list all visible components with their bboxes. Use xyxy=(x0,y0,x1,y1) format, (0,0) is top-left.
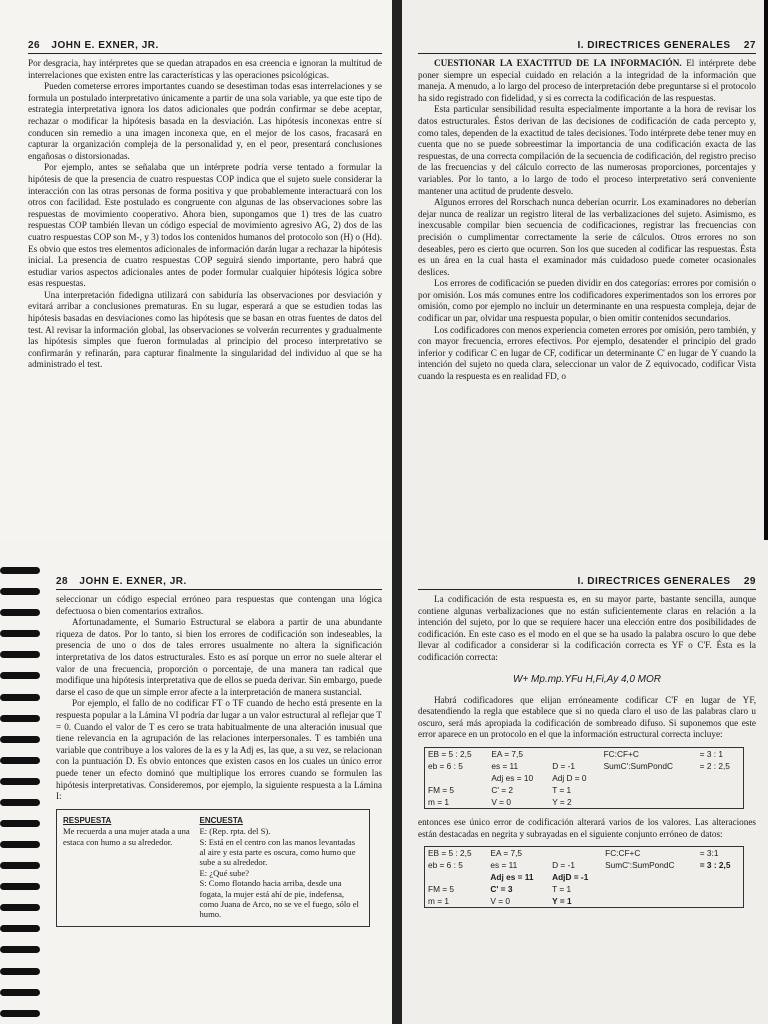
spiral-ring xyxy=(0,715,40,722)
spiral-binding xyxy=(0,560,40,1024)
spiral-ring xyxy=(0,968,40,975)
spiral-ring xyxy=(0,989,40,996)
table-cell: Y = 1 xyxy=(552,896,572,907)
page-edge xyxy=(764,0,768,540)
page-number: 28 xyxy=(56,576,69,587)
table-row xyxy=(425,760,744,772)
table-cell: D = -1 xyxy=(552,860,575,871)
spiral-ring xyxy=(0,736,40,743)
table-cell: Adj D = 0 xyxy=(552,772,587,783)
running-head-title: I. DIRECTRICES GENERALES xyxy=(577,40,731,51)
table-cell: es = 11 xyxy=(491,760,519,771)
inquiry-line: E: (Rep. rpta. del S). xyxy=(199,826,271,837)
spiral-ring xyxy=(0,567,40,574)
table-cell: FC:CF+C xyxy=(603,748,639,759)
table-row xyxy=(425,747,744,760)
inquiry-label: ENCUESTA xyxy=(199,815,243,825)
table-cell: AdjD = -1 xyxy=(552,872,589,883)
spiral-ring xyxy=(0,1010,40,1017)
table-cell: C' = 3 xyxy=(490,884,513,895)
table-cell: m = 1 xyxy=(428,796,449,807)
spiral-ring xyxy=(0,925,40,932)
table-cell xyxy=(697,772,744,784)
table-cell xyxy=(601,796,697,809)
response-inquiry-box xyxy=(56,809,370,927)
table-cell: FM = 5 xyxy=(428,884,455,895)
spiral-ring xyxy=(0,883,40,890)
table-cell xyxy=(697,883,744,895)
table-cell: es = 11 xyxy=(490,860,518,871)
table-cell: SumC':SumPondC xyxy=(603,760,673,771)
erroneous-data-table xyxy=(424,846,744,908)
table-row xyxy=(425,883,744,895)
section-title: CUESTIONAR LA EXACTITUD DE LA INFORMACIÓN. xyxy=(434,58,682,68)
table-row xyxy=(425,796,744,809)
table-cell: T = 1 xyxy=(552,884,572,895)
table-cell: D = -1 xyxy=(552,760,576,771)
book-gutter xyxy=(392,0,402,540)
page-number: 27 xyxy=(743,40,756,51)
spiral-ring xyxy=(0,609,40,616)
paragraph: Esta particular sensibilidad resulta especialmente importante a la hora de revisar los datos estructurales. Éstos derivan de las decisiones de codificación de cada percepto y, como tales, dependen de la exactitud de tales decisiones. Todo intérprete debe tener muy en cuenta que no se puede sobreestimar la importancia de una codificación exacta de las respuestas, de una correcta compilación de la secuencia de codificación, del registro preciso de las frecuencias y del cálculo correcto de las numerosas proporciones, porcentajes y variables. Por lo tanto, a lo largo de todo el proceso interpretativo será conveniente mantener una actitud de prudente desvelo. xyxy=(418,104,756,196)
table-cell xyxy=(601,784,697,796)
table-cell: m = 1 xyxy=(428,896,449,907)
page-26 xyxy=(0,0,392,540)
table-row xyxy=(425,871,744,883)
table-cell: EB = 5 : 2,5 xyxy=(428,848,472,859)
table-cell xyxy=(549,847,602,860)
structural-data-table xyxy=(424,747,744,809)
inquiry-line: E: ¿Qué sube? xyxy=(199,867,250,878)
inquiry-line: S: Está en el centro con las manos levantadas al aire y esta parte es oscura, como humo que sube a su alrededor. xyxy=(199,836,356,868)
table-cell xyxy=(425,772,489,784)
table-cell: eb = 6 : 5 xyxy=(428,860,463,871)
table-cell: = 2 : 2,5 xyxy=(699,760,730,771)
running-header xyxy=(418,40,756,54)
table-cell: = 3:1 xyxy=(699,848,719,859)
running-header xyxy=(56,576,382,590)
table-cell: = 3 : 1 xyxy=(699,748,723,759)
table-cell: EA = 7,5 xyxy=(491,748,523,759)
spiral-ring xyxy=(0,820,40,827)
paragraph: Por desgracia, hay intérpretes que se quedan atrapados en esa creencia e ignoran la multitud de interrelaciones que existen entre las características y las operaciones psicológicas. xyxy=(28,58,382,80)
paragraph: La codificación de esta respuesta es, en su mayor parte, bastante sencilla, aunque contiene algunas verbalizaciones que no están suficientemente claras en relación a la intención del sujeto, por lo que se requiere hacer una elección entre dos posibilidades de codificación. En este caso es el modo en el que se ha usado la palabra oscuro lo que debe llevar al codificador a considerar si la codificación correcta es YF o C'F. Ésta es la codificación correcta: xyxy=(418,594,756,662)
paragraph: Los codificadores con menos experiencia cometen errores por omisión, pero también, y con mayor frecuencia, errores efectivos. Por ejemplo, desatender el principio del grado inferior y codificar C en lugar de CF, codificar un determinante C' en lugar de Y cuando la intención del sujeto no queda clara, seleccionar un valor de Z equivocado, codificar Vista cuando la respuesta es en realidad FD, o xyxy=(418,324,756,382)
spiral-ring xyxy=(0,862,40,869)
table-cell xyxy=(425,871,488,883)
spiral-ring xyxy=(0,651,40,658)
page-29 xyxy=(402,540,768,1024)
spiral-ring xyxy=(0,672,40,679)
spiral-ring xyxy=(0,694,40,701)
table-row xyxy=(425,895,744,908)
table-row xyxy=(425,859,744,871)
paragraph: El intérprete debe poner siempre un especial cuidado en relación a la integridad de la información que maneja. A menudo, a lo largo del proceso de interpretación debe preguntarse si el protocolo ha sido registrado con fidelidad, y si es correcta la codificación de las respuestas. xyxy=(418,58,756,103)
table-cell: EA = 7,5 xyxy=(490,848,523,859)
paragraph: Afortunadamente, el Sumario Estructural se elabora a partir de una abundante riqueza de datos. Por lo tanto, si bien los errores de codificación son indeseables, la presencia de uno o dos de tales errores usualmente no altera la significación interpretativa de los datos estructurales. Esto es así porque un error no suele alterar el valor de una frecuencia, proporción o porcentaje, de una manera tan radical que modifique una hipótesis interpretativa que de ellos se pueda derivar. Sin embargo, puede darse el caso de que un simple error afecte a la interpretación de manera sustancial. xyxy=(56,617,382,697)
author-name: JOHN E. EXNER, JR. xyxy=(51,40,159,51)
table-cell: EB = 5 : 2,5 xyxy=(428,748,472,759)
table-cell xyxy=(697,784,744,796)
page-number: 29 xyxy=(743,576,756,587)
table-cell: T = 1 xyxy=(552,784,572,795)
paragraph: Una interpretación fidedigna utilizará con sabiduría las observaciones por desviación y evitará arribar a conclusiones prematuras. En su lugar, esperará a que se estudien todas las hipótesis basadas en desviaciones como las hipótesis que se basan en otras fuentes de datos del test. Al revisar la información global, las observaciones se volverán recurrentes y gradualmente las hipótesis simples que fueron formuladas al principio del proceso interpretativo se confirmarán y refinarán, para capturar finalmente la singularidad del individuo al que se ha administrado el test. xyxy=(28,289,382,370)
page-28 xyxy=(0,540,392,1024)
author-name: JOHN E. EXNER, JR. xyxy=(79,576,187,587)
table-cell: Adj es = 10 xyxy=(491,772,534,783)
spiral-ring xyxy=(0,946,40,953)
coding-formula: W+ Mp.mp.YFu H,Fi,Ay 4,0 MOR xyxy=(513,673,661,685)
running-header xyxy=(28,40,382,54)
book-gutter xyxy=(392,540,402,1024)
spiral-ring xyxy=(0,757,40,764)
table-cell: C' = 2 xyxy=(491,784,513,795)
spiral-ring xyxy=(0,630,40,637)
table-cell xyxy=(697,796,744,809)
table-cell xyxy=(602,895,697,908)
paragraph: Pueden cometerse errores importantes cuando se desestiman todas esas interrelaciones y se formula un postulado interpretativo únicamente a partir de una sola variable, ya que este tipo de estrategia interpretativa ignora los datos adicionales que podrán confirmar se debe aceptar, rechazar o modificar la hipótesis basada en la desviación. Las hipótesis inconexas entre sí conducen sin remedio a una imagen inconexa que, en el mejor de los casos, fracasará en capturar la organización compleja de la personalidad y, en el peor, presentará conclusiones engañosas o distorsionadas. xyxy=(28,81,382,161)
paragraph: Habrá codificadores que elijan erróneamente codificar C'F en lugar de YF, desatendiendo la regla que establece que si no queda claro el uso de las palabras claro u oscuro, será más apropiada la codificación de sombreado difuso. Si suponemos que este error aparece en un protocolo en el que la información estructural correcta incluye: xyxy=(418,694,756,740)
table-cell: FC:CF+C xyxy=(605,848,641,859)
paragraph: Los errores de codificación se pueden dividir en dos categorías: errores por comisión o por omisión. Los más comunes entre los codificadores experimentados son los errores por omisión, como por ejemplo no incluir un determinante en una respuesta compleja, dejar de codificar un par, olvidar una respuesta popular, o bien omitir contenidos secundarios. xyxy=(418,278,756,324)
spiral-ring xyxy=(0,841,40,848)
paragraph: entonces ese único error de codificación alterará varios de los valores. Las alteraciones están destacadas en negrita y subrayadas en el siguiente conjunto erróneo de datos: xyxy=(418,816,756,839)
spiral-ring xyxy=(0,799,40,806)
spiral-ring xyxy=(0,588,40,595)
table-cell: = 3 : 2,5 xyxy=(699,860,731,871)
inquiry-line: S: Como flotando hacia arriba, desde una fogata, la mujer está ahí de pie, indefensa, como Juana de Arco, no se ve el fuego, sólo el humo. xyxy=(199,878,359,920)
table-row xyxy=(425,784,744,796)
table-cell xyxy=(697,895,744,908)
spiral-ring xyxy=(0,904,40,911)
paragraph: Algunos errores del Rorschach nunca deberían ocurrir. Los examinadores no deberían dejar nunca de realizar un registro literal de las verbalizaciones del sujeto. Asimismo, es inexcusable compilar bien secuencia de codificaciones, registrar las frecuencias con precisión o cumplimentar correctamente la serie de cálculos. Otros errores no son deseables, pero es cierto que ocurren. Son los que suceden al codificar las respuestas. Ésta es un área en la cual hasta el examinador más cuidadoso puede cometer ocasionales deslices. xyxy=(418,197,756,277)
table-cell xyxy=(697,871,744,883)
table-cell xyxy=(601,772,697,784)
table-row xyxy=(425,772,744,784)
paragraph: Por ejemplo, antes se señalaba que un intérprete podría verse tentado a formular la hipótesis de que la presencia de cuatro respuestas COP indica que el sujeto suele considerar la interacción con las otras personas de forma positiva y que probablemente interactuará con los otros con facilidad. Este postulado es congruente con algunas de las observaciones sobre las respuestas de movimiento cooperativo. Ahora bien, supongamos que 1) tres de las cuatro respuestas COP también llevan un código especial de movimiento agresivo AG, 2) dos de las cuatro respuestas COP son M-, y 3) todos los contenidos humanos del protocolo son (H) o (Hd). Es obvio que estos tres elementos adicionales de información darán lugar a rechazar la hipótesis inicial. La presencia de cuatro respuestas COP seguirá siendo importante, pero habrá que estudiar varios aspectos adicionales antes de poder formular cualquier hipótesis lógica sobre esas respuestas. xyxy=(28,162,382,289)
response-text: Me recuerda a una mujer atada a una estaca con humo a su alrededor. xyxy=(63,826,190,847)
running-head-title: I. DIRECTRICES GENERALES xyxy=(577,576,731,587)
table-cell: Adj es = 11 xyxy=(490,872,534,883)
table-cell: V = 0 xyxy=(491,796,511,807)
table-cell: V = 0 xyxy=(490,896,511,907)
response-label: RESPUESTA xyxy=(63,815,112,825)
table-cell: Y = 2 xyxy=(552,796,572,807)
table-cell: eb = 6 : 5 xyxy=(428,760,463,771)
table-cell: SumC':SumPondC xyxy=(605,860,675,871)
table-row xyxy=(425,847,744,860)
running-header xyxy=(418,576,756,590)
table-cell: FM = 5 xyxy=(428,784,455,795)
page-27 xyxy=(402,0,768,540)
table-cell xyxy=(602,871,697,883)
table-cell xyxy=(549,747,600,760)
spiral-ring xyxy=(0,778,40,785)
table-cell xyxy=(602,883,697,895)
page-number: 26 xyxy=(28,40,41,51)
paragraph: Por ejemplo, el fallo de no codificar FT o TF cuando de hecho está presente en la respuesta popular a la Lámina VI podría dar lugar a un valor estructural al reflejar que T = 0. Cuando el valor de T es cero se trata habitualmente de una alteración inusual que tiene relevancia en la agrupación de las relaciones interpersonales. T es también una variable que contribuye a los valores de la es y la Adj es, las que, a su vez, se relacionan con la puntuación D. Es obvio entonces que existen casos en los cuales un único error puede tener un efecto dominó que multiplique los errores cuando se formulen las hipótesis interpretativas. Consideremos, por ejemplo, la siguiente respuesta a la Lámina I: xyxy=(56,698,382,802)
paragraph: seleccionar un código especial erróneo para respuestas que contengan una lógica defectuosa o bien comentarios extraños. xyxy=(56,594,382,616)
